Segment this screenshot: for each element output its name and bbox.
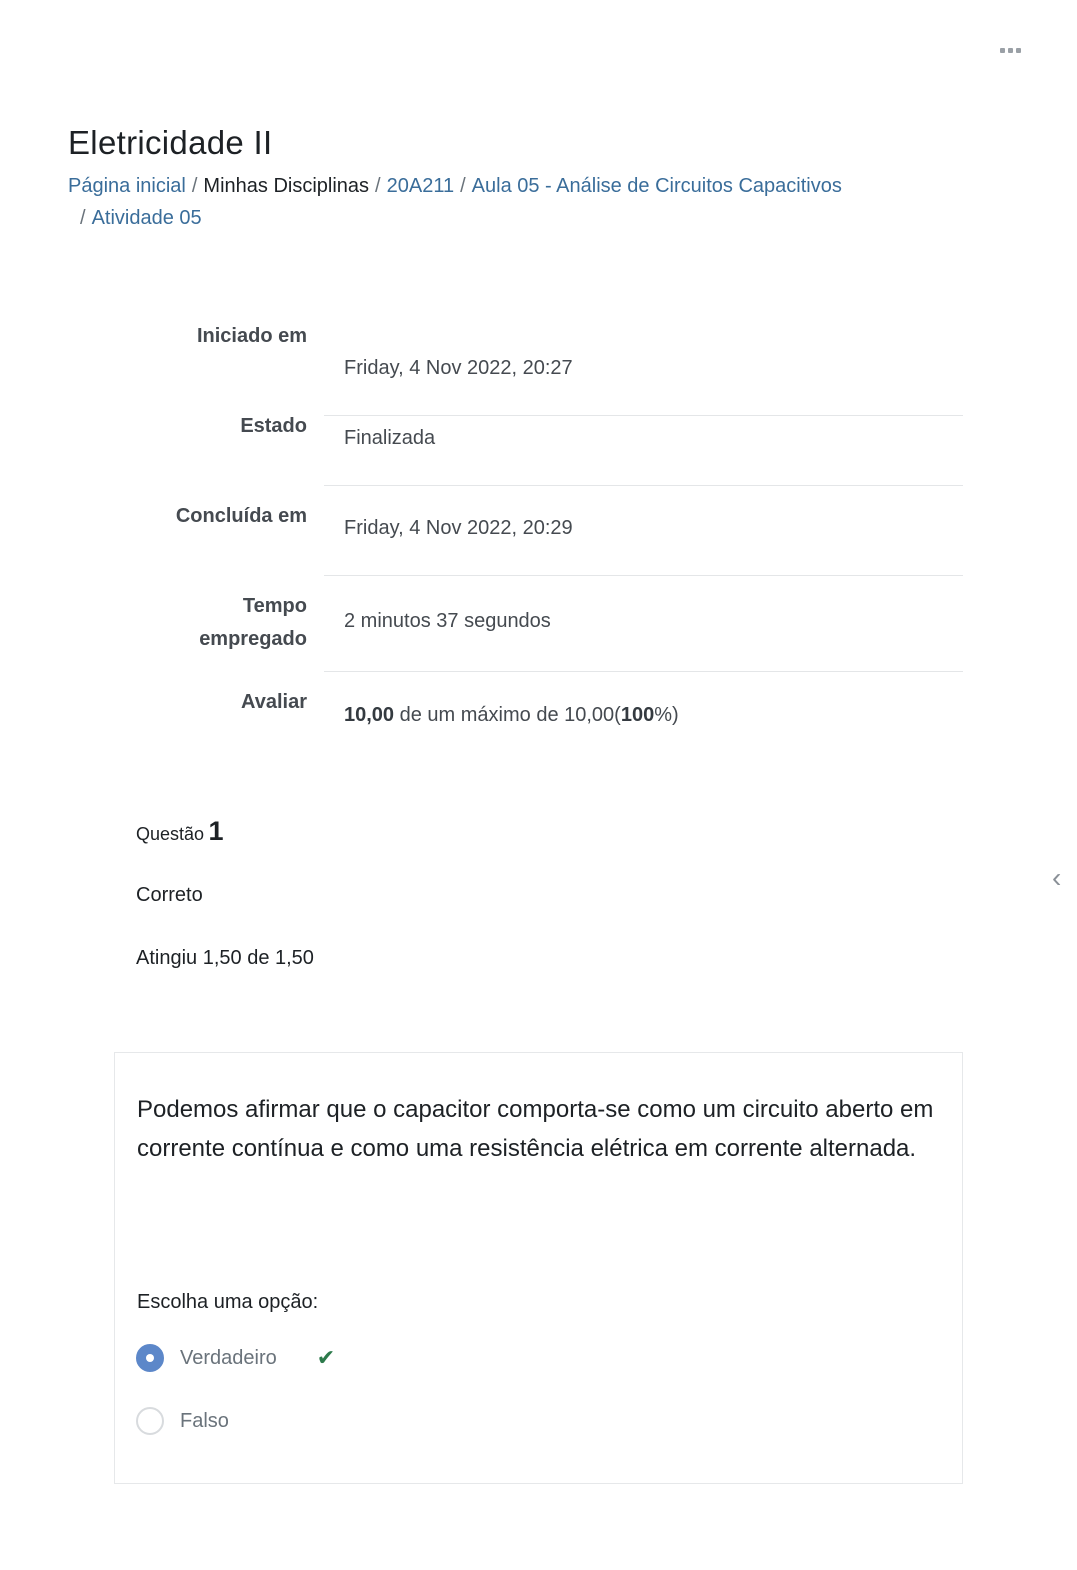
question-mark: Atingiu 1,50 de 1,50 xyxy=(136,947,314,969)
divider xyxy=(324,415,963,416)
time-label: Tempo empregado xyxy=(199,595,307,650)
completed-value: Friday, 4 Nov 2022, 20:29 xyxy=(344,517,573,539)
breadcrumb-course-link[interactable]: 20A211 xyxy=(386,175,455,197)
breadcrumb-my-courses: Minhas Disciplinas xyxy=(203,175,370,197)
breadcrumb-lesson-link[interactable]: Aula 05 - Análise de Circuitos Capacitivos xyxy=(471,175,842,197)
drawer-toggle-chevron-icon[interactable]: ‹ xyxy=(1052,862,1062,893)
breadcrumb-separator: / xyxy=(191,175,198,197)
option-verdadeiro[interactable] xyxy=(136,1344,335,1372)
divider xyxy=(324,671,963,672)
breadcrumb-separator: / xyxy=(375,175,381,197)
breadcrumb-separator: / xyxy=(80,207,86,229)
started-value: Friday, 4 Nov 2022, 20:27 xyxy=(344,357,573,379)
more-options-icon[interactable] xyxy=(1000,42,1024,58)
question-text: Podemos afirmar que o capacitor comporta-se como um circuito aberto em corrente contínua e como uma resistência elétrica em corrente alternada. xyxy=(137,1096,934,1162)
grade-label: Avaliar xyxy=(241,691,307,713)
breadcrumb-home-link[interactable]: Página inicial xyxy=(68,175,186,197)
time-value: 2 minutos 37 segundos xyxy=(344,610,551,632)
breadcrumb-separator: / xyxy=(460,175,466,197)
state-value: Finalizada xyxy=(344,427,436,449)
divider xyxy=(324,485,963,486)
question-box xyxy=(114,1052,963,1484)
question-status: Correto xyxy=(136,884,203,906)
correct-check-icon: ✔ xyxy=(316,1345,336,1370)
completed-label: Concluída em xyxy=(175,505,307,527)
option-label: Falso xyxy=(180,1409,229,1432)
question-number: Questão 1 xyxy=(136,816,224,846)
breadcrumb-activity-link[interactable]: Atividade 05 xyxy=(91,207,202,229)
answer-prompt: Escolha uma opção: xyxy=(137,1291,319,1313)
option-falso[interactable] xyxy=(136,1407,229,1435)
radio-unchecked-icon[interactable] xyxy=(136,1407,164,1435)
grade-value: 10,00 de um máximo de 10,00(100%) xyxy=(344,704,679,726)
radio-checked-icon[interactable] xyxy=(136,1344,164,1372)
started-label: Iniciado em xyxy=(196,325,307,347)
state-label: Estado xyxy=(240,415,307,437)
page-title: Eletricidade II xyxy=(68,124,273,161)
divider xyxy=(324,575,963,576)
breadcrumb xyxy=(68,170,968,234)
option-label: Verdadeiro xyxy=(180,1346,277,1369)
